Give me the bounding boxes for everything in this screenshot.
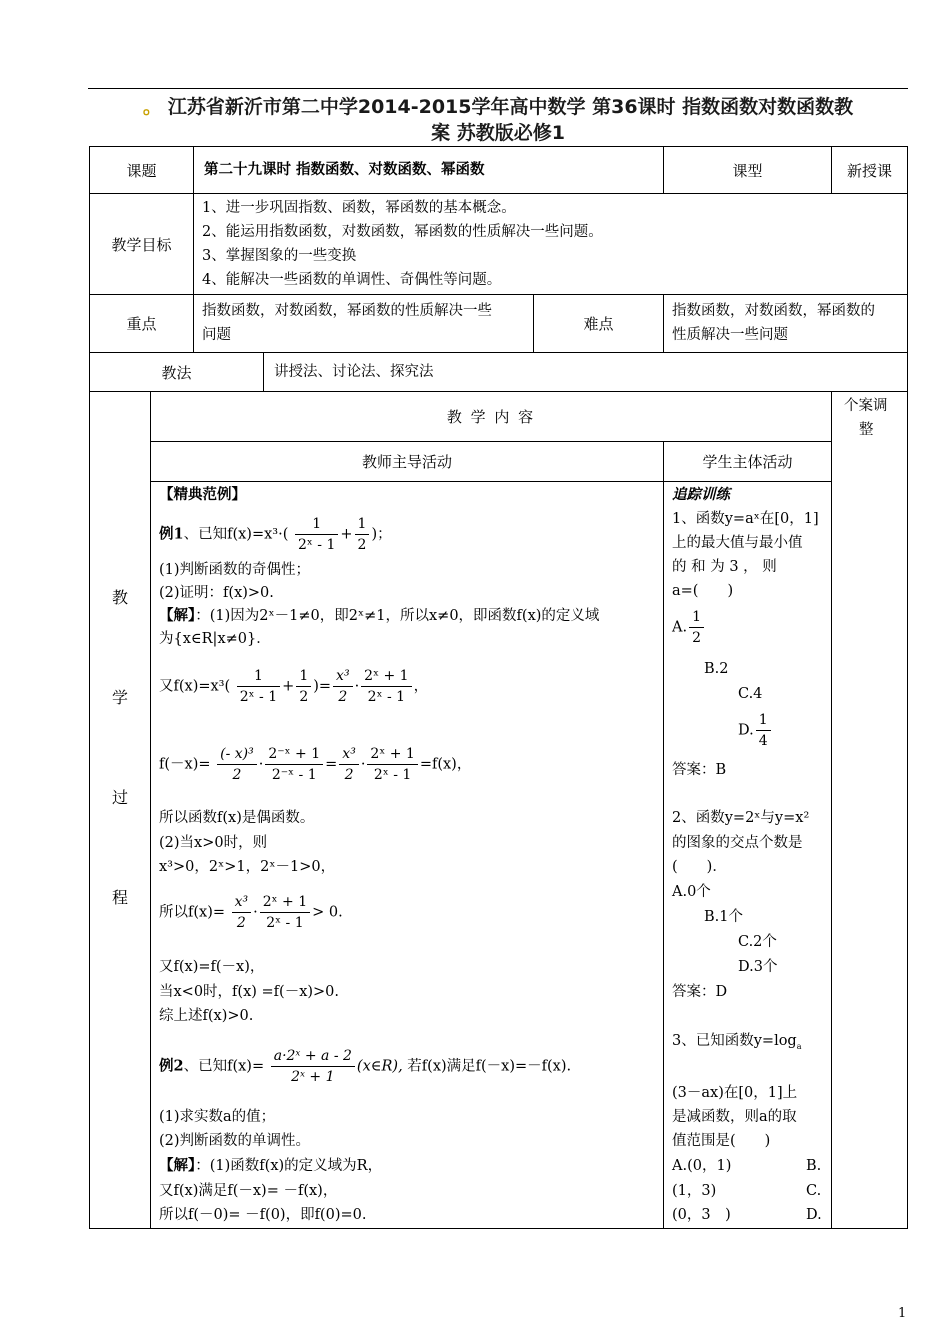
- q1-line-3: 的 和 为 3 ， 则: [672, 559, 777, 575]
- adjust-header-1: 个案调: [844, 398, 888, 414]
- methods-label: 教法: [89, 352, 264, 392]
- goals-label: 教学目标: [89, 193, 194, 295]
- difficulty-label: 难点: [533, 294, 664, 353]
- fraction-half: $\frac{1}{2}$: [355, 514, 370, 555]
- example-1: 例1、已知f(x)=x³·( $\frac{1}{\text{2ˣ - 1}}$ + $\frac{1}{2}$ )；: [159, 516, 392, 553]
- lesson-type-value: 新授课: [831, 146, 908, 194]
- key-points-cell: [193, 294, 534, 353]
- methods-cell: [263, 352, 908, 392]
- title-bullet: 。: [142, 96, 162, 118]
- q2-line-2: 的图象的交点个数是: [672, 835, 803, 851]
- q3-line-3: 是减函数，则a的取: [672, 1109, 797, 1125]
- q2-line-1: 2、函数y=2ˣ与y=x²: [672, 810, 810, 826]
- q3-log-base: a: [796, 1041, 802, 1051]
- difficulty-line-2: 性质解决一些问题: [672, 327, 788, 343]
- q2-option-d: D.3个: [738, 959, 778, 975]
- goal-2: 2、能运用指数函数，对数函数，幂函数的性质解决一些问题。: [202, 224, 603, 240]
- example-1-label: 例1: [159, 525, 184, 543]
- example-1-q2: (2)证明：f(x)>0.: [159, 585, 274, 601]
- step-1-equation: 又f(x)=x³( $\frac{1}{\text{2ˣ - 1}}$ + $\frac{1}{2}$ )= $\frac{\text{x³}}{2}$ · $\frac{\text{2ˣ + 1}}{\text{2ˣ - 1}}$ ，: [159, 668, 429, 705]
- q3-line-4: 值范围是( ): [672, 1133, 771, 1149]
- topic-text: 第二十九课时 指数函数、对数函数、幂函数: [204, 162, 485, 178]
- solution-2-line-2: 又f(x)满足f(－x)= －f(x)，: [159, 1183, 338, 1199]
- q3-option-b-range: (1，3): [672, 1183, 717, 1199]
- q1-line-1: 1、函数y=aˣ在[0，1]: [672, 511, 819, 527]
- part-2-equation: 所以f(x)= $\frac{\text{x³}}{2}$ · $\frac{\text{2ˣ + 1}}{\text{2ˣ - 1}}$ > 0.: [159, 894, 343, 931]
- q3-option-d: D.: [806, 1207, 822, 1223]
- part-2-line-5: 当x<0时，f(x) =f(－x)>0.: [159, 984, 340, 1000]
- methods-text: 讲授法、讨论法、探究法: [274, 364, 434, 380]
- adjust-column: [831, 391, 908, 1229]
- lesson-type-label: 课型: [663, 146, 832, 194]
- example-2-q1: (1)求实数a的值；: [159, 1109, 276, 1125]
- solution-2-line-3: 所以f(－0)= －f(0)，即f(0)=0.: [159, 1207, 367, 1223]
- part-2-line-2: x³>0，2ˣ>1，2ˣ－1>0，: [159, 859, 336, 875]
- goal-3: 3、掌握图象的一些变换: [202, 248, 357, 264]
- q1-option-d: D. $\frac{1}{4}$: [738, 710, 773, 751]
- page-number: 1: [898, 1306, 907, 1321]
- process-char-4: 程: [112, 888, 129, 907]
- student-header: 学生主体活动: [663, 441, 832, 482]
- topic-label: 课题: [89, 146, 194, 194]
- teacher-header: 教师主导活动: [150, 441, 664, 482]
- step-2-equation: f(－x)= $\frac{\text{(- x)³}}{2}$ · $\frac{\text{2⁻ˣ + 1}}{\text{2⁻ˣ - 1}}$ = $\frac{\text{x³}}{2}$ · $\frac{\text{2ˣ + 1}}{\text{2ˣ - 1}}$ =f(x)，: [159, 746, 472, 783]
- key-points-line-1: 指数函数，对数函数，幂函数的性质解决一些: [202, 303, 492, 319]
- q2-option-c: C.2个: [738, 934, 777, 950]
- practice-heading: 追踪训练: [672, 486, 730, 503]
- q2-option-a: A.0个: [672, 884, 711, 900]
- student-activity: [663, 481, 832, 1229]
- fraction-1-over-2x-1: $\frac{1}{\text{2ˣ - 1}}$: [295, 514, 338, 555]
- q3-option-c: C.: [806, 1183, 822, 1199]
- q2-answer: 答案：D: [672, 984, 728, 1000]
- q3-line-2: (3－ax)在[0，1]上: [672, 1085, 798, 1101]
- section-title: 【精典范例】: [159, 486, 246, 503]
- q1-line-4: a=( ): [672, 583, 734, 599]
- example-1-tail: )；: [371, 526, 392, 543]
- q1-answer: 答案：B: [672, 762, 727, 778]
- goal-4: 4、能解决一些函数的单调性、奇偶性等问题。: [202, 272, 502, 288]
- key-points-label: 重点: [89, 294, 194, 353]
- q3-option-c-range: (0，3 ): [672, 1207, 731, 1223]
- title-line-1: 江苏省新沂市第二中学2014-2015学年高中数学 第36课时 指数函数对数函数教: [167, 96, 854, 118]
- q1-option-a: A. $\frac{1}{2}$: [672, 607, 706, 648]
- q2-option-b: B.1个: [704, 909, 743, 925]
- example-2: 例2、已知f(x)= $\frac{\text{a·2ˣ + a - 2}}{\text{2ˣ + 1}}$ (x∈R), 若f(x)满足f(－x)=－f(x).: [159, 1048, 572, 1085]
- process-char-1: 教: [112, 588, 129, 607]
- process-label-cell: [89, 391, 151, 1229]
- q3-option-a: A.(0，1): [672, 1158, 732, 1174]
- goals-cell: [193, 193, 908, 295]
- content-header: 教 学 内 容: [150, 391, 832, 442]
- q1-option-b: B.2: [704, 661, 729, 677]
- difficulty-cell: [663, 294, 908, 353]
- solution-1-line-2: 为{x∈R|x≠0}．: [159, 631, 271, 647]
- header-rule: [88, 88, 908, 89]
- key-points-line-2: 问题: [202, 327, 231, 343]
- part-2-line-6: 综上述f(x)>0.: [159, 1008, 254, 1024]
- teacher-activity: [150, 481, 664, 1229]
- q3-line-1: 3、已知函数$y=\log_a$: [672, 1033, 802, 1051]
- process-char-2: 学: [112, 688, 129, 707]
- part-2-line-1: (2)当x>0时，则: [159, 835, 268, 851]
- q3-option-b: B.: [806, 1158, 822, 1174]
- example-1-stem: 、已知f(x)=x³·(: [183, 526, 289, 543]
- process-char-3: 过: [112, 788, 129, 807]
- q2-line-3: ( )．: [672, 859, 727, 875]
- adjust-header-2: 整: [859, 422, 874, 438]
- even-conclusion: 所以函数f(x)是偶函数。: [159, 810, 315, 826]
- document-title: [88, 94, 908, 146]
- q1-option-c: C.4: [738, 686, 763, 702]
- goal-1: 1、进一步巩固指数、函数，幂函数的基本概念。: [202, 200, 516, 216]
- difficulty-line-1: 指数函数，对数函数，幂函数的: [672, 303, 875, 319]
- topic-cell: [193, 146, 664, 194]
- example-1-q1: (1)判断函数的奇偶性；: [159, 562, 311, 578]
- q1-line-2: 上的最大值与最小值: [672, 535, 803, 551]
- part-2-line-4: 又f(x)=f(－x)，: [159, 959, 265, 975]
- title-line-2: 案 苏教版必修1: [431, 122, 565, 144]
- solution-1-line-1: 【解】：(1)因为2ˣ－1≠0，即2ˣ≠1，所以x≠0，即函数f(x)的定义域: [159, 607, 600, 624]
- solution-2-line-1: 【解】：(1)函数f(x)的定义域为R，: [159, 1157, 383, 1174]
- example-2-q2: (2)判断函数的单调性。: [159, 1133, 311, 1149]
